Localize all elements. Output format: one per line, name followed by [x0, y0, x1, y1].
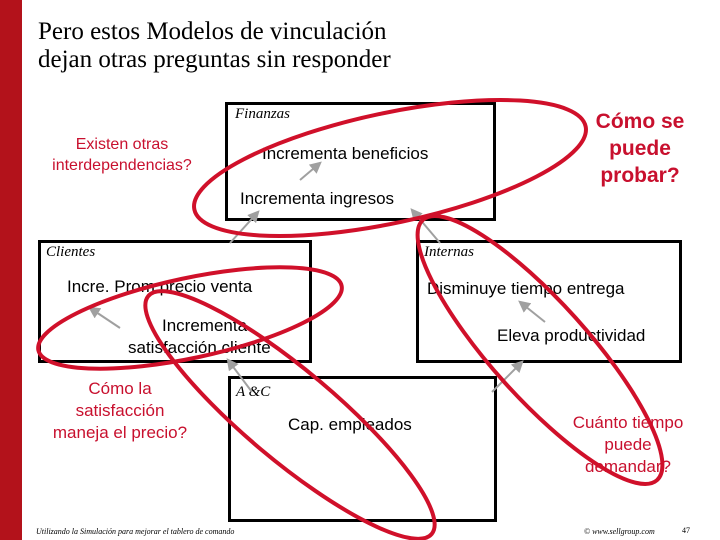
question-tiempo-line-1: Cuánto tiempo: [572, 413, 684, 432]
sidebar-accent-bar: [0, 0, 22, 540]
footer-page-number: 47: [682, 526, 690, 535]
clientes-item-precio: Incre. Prom precio venta: [67, 277, 253, 296]
ac-item-capacitacion: Cap. empleados: [288, 415, 412, 434]
ac-label: A &C: [236, 384, 271, 400]
question-satisfaccion-line-3: maneja el precio?: [52, 423, 188, 442]
title-line-2: dejan otras preguntas sin responder: [38, 46, 391, 73]
title-line-1: Pero estos Modelos de vinculación: [38, 18, 387, 45]
question-tiempo-line-3: demandar?: [584, 457, 671, 476]
slide-title: [38, 18, 391, 74]
finanzas-item-ingresos: Incrementa ingresos: [240, 189, 395, 208]
question-tiempo: [558, 412, 698, 478]
internas-item-productividad: Eleva productividad: [497, 326, 646, 345]
question-probar-line-1: Cómo se: [595, 110, 685, 133]
finanzas-item-beneficios: Incrementa beneficios: [262, 144, 429, 163]
clientes-item-satisfaccion: satisfacción cliente: [128, 338, 271, 357]
footer-copyright: © www.sellgroup.com: [584, 527, 655, 536]
question-tiempo-line-2: puede: [604, 435, 652, 454]
finanzas-label: Finanzas: [235, 106, 291, 122]
clientes-item-incrementa: Incrementa: [162, 316, 248, 335]
internas-item-tiempo: Disminuye tiempo entrega: [427, 279, 625, 298]
internas-label: Internas: [424, 244, 474, 260]
footer-caption: Utilizando la Simulación para mejorar el tablero de comando: [36, 527, 235, 536]
question-interdependencias: [28, 134, 216, 176]
question-satisfaccion-line-1: Cómo la: [88, 379, 152, 398]
question-probar: [570, 108, 710, 189]
question-probar-line-3: probar?: [600, 164, 680, 187]
clientes-label: Clientes: [46, 244, 96, 260]
question-interdependencias-line-1: Existen otras: [75, 136, 169, 153]
question-interdependencias-line-2: interdependencias?: [52, 157, 192, 174]
question-probar-line-2: puede: [609, 137, 671, 160]
question-satisfaccion: [30, 378, 210, 444]
question-satisfaccion-line-2: satisfacción: [75, 401, 165, 420]
